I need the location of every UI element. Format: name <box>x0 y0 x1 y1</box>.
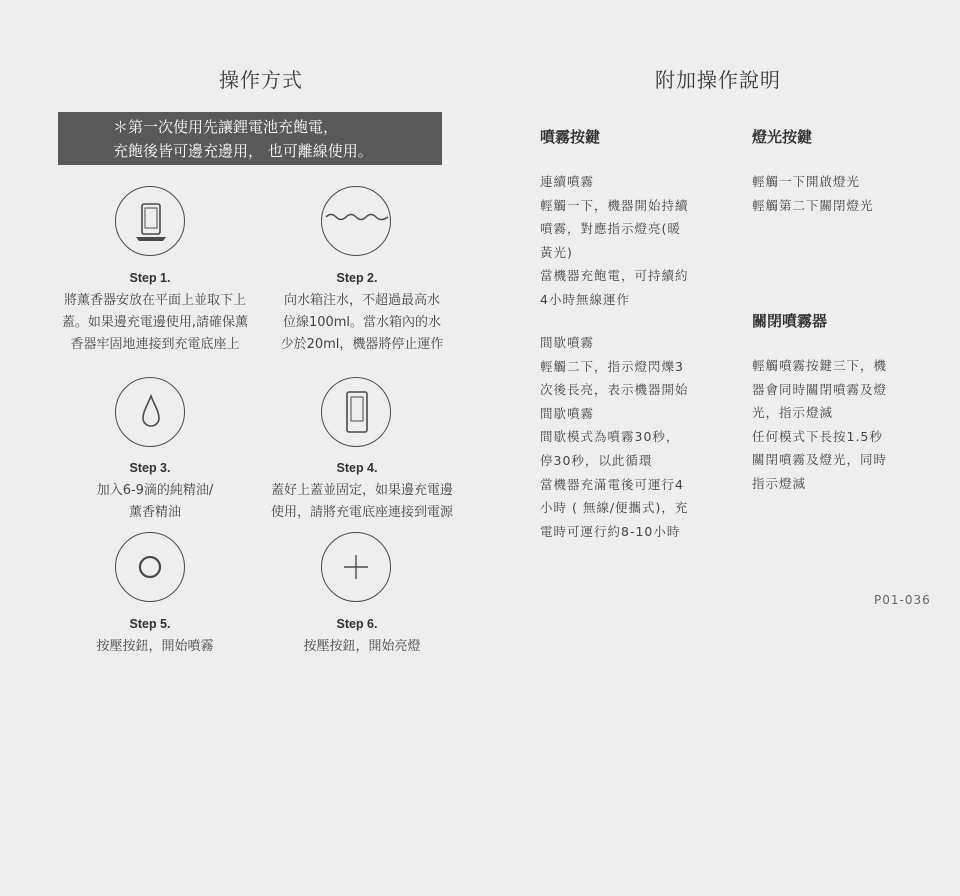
diffuser-on-base-icon <box>115 186 185 256</box>
step-6-title: Step 6. <box>336 617 378 631</box>
intermittent-line-6: 停30秒，以此循環 <box>540 452 653 468</box>
intermittent-line-1: 間歇噴霧 <box>540 335 595 350</box>
intermittent-line-4: 間歇噴霧 <box>540 405 595 421</box>
close-line-1: 輕觸噴霧按鍵三下，機 <box>752 358 888 373</box>
plus-icon <box>321 532 391 602</box>
step-3-line-1: 加入6-9滴的純精油/ <box>96 483 214 498</box>
step-1-line-3: 香器牢固地連接到充電底座上 <box>70 337 240 352</box>
light-button-heading: 燈光按鍵 <box>752 128 813 146</box>
step-2-line-1: 向水箱注水，不超過最高水 <box>283 293 440 308</box>
step-2-line-2: 位線100ml。當水箱內的水 <box>282 315 442 330</box>
continuous-line-1: 連續噴霧 <box>540 174 595 189</box>
close-line-3: 光，指示燈滅 <box>752 405 834 421</box>
mist-button-heading: 噴霧按鍵 <box>540 128 601 146</box>
close-line-6: 指示燈滅 <box>752 475 807 491</box>
light-line-2: 輕觸第二下關閉燈光 <box>752 197 874 213</box>
first-use-notice <box>58 112 442 165</box>
close-line-4: 任何模式下長按1.5秒 <box>752 428 883 444</box>
notice-line-1: ＊第一次使用先讓鋰電池充飽電， <box>113 118 339 136</box>
step-5-line-1: 按壓按鈕，開始噴霧 <box>96 639 214 654</box>
ring-button-icon <box>115 532 185 602</box>
step-1-line-2: 蓋。如果邊充電邊使用,請確保薰 <box>61 315 249 330</box>
water-wave-icon <box>321 186 391 256</box>
right-section-title: 附加操作說明 <box>655 68 781 92</box>
intermittent-line-2: 輕觸二下，指示燈閃爍3 <box>540 358 684 374</box>
continuous-mist-text <box>540 170 689 312</box>
step-1-description <box>45 290 265 356</box>
intermittent-mist-text <box>540 331 689 543</box>
continuous-line-2: 輕觸一下，機器開始持續 <box>540 197 689 213</box>
intermittent-line-9: 電時可運行約8-10小時 <box>540 523 681 539</box>
notice-line-2: 充飽後皆可邊充邊用， 也可離線使用。 <box>113 142 373 160</box>
oil-drop-icon <box>115 377 185 447</box>
product-code: P01-036 <box>874 593 931 607</box>
diffuser-with-lid-icon <box>321 377 391 447</box>
intermittent-line-5: 間歇模式為噴霧30秒， <box>540 429 680 445</box>
intermittent-line-7: 當機器充滿電後可運行4 <box>540 476 684 492</box>
close-mist-text <box>752 354 887 496</box>
step-3-description <box>45 480 265 524</box>
continuous-line-4: 黃光) <box>540 244 573 260</box>
continuous-line-5: 當機器充飽電，可持續約 <box>540 268 689 284</box>
step-5-title: Step 5. <box>129 617 171 631</box>
step-2-line-3: 少於20ml，機器將停止運作 <box>280 337 444 352</box>
light-line-1: 輕觸一下開啟燈光 <box>752 174 861 189</box>
step-5-description <box>45 636 265 658</box>
step-4-description <box>252 480 472 524</box>
intermittent-line-3: 次後長亮，表示機器開始 <box>540 382 689 398</box>
step-4-title: Step 4. <box>336 461 378 475</box>
continuous-line-6: 4小時無線運作 <box>540 291 630 307</box>
step-4-line-2: 使用，請將充電底座連接到電源 <box>270 505 453 520</box>
step-3-line-2: 薰香精油 <box>128 505 181 520</box>
step-6-line-1: 按壓按鈕，開始亮燈 <box>303 639 421 654</box>
continuous-line-3: 噴霧，對應指示燈亮(暖 <box>540 221 681 237</box>
step-1-title: Step 1. <box>129 271 171 285</box>
step-2-title: Step 2. <box>336 271 378 285</box>
close-line-5: 關閉噴霧及燈光，同時 <box>752 452 888 468</box>
light-button-text <box>752 170 874 217</box>
step-1-line-1: 將薰香器安放在平面上並取下上 <box>63 293 246 308</box>
close-mist-heading: 關閉噴霧器 <box>752 312 828 330</box>
intermittent-line-8: 小時 ( 無線/便攜式)，充 <box>540 500 689 516</box>
left-section-title: 操作方式 <box>219 68 303 92</box>
step-2-description <box>252 290 472 356</box>
step-4-line-1: 蓋好上蓋並固定，如果邊充電邊 <box>270 483 453 498</box>
step-6-description <box>252 636 472 658</box>
close-line-2: 器會同時關閉噴霧及燈 <box>752 381 888 397</box>
step-3-title: Step 3. <box>129 461 171 475</box>
